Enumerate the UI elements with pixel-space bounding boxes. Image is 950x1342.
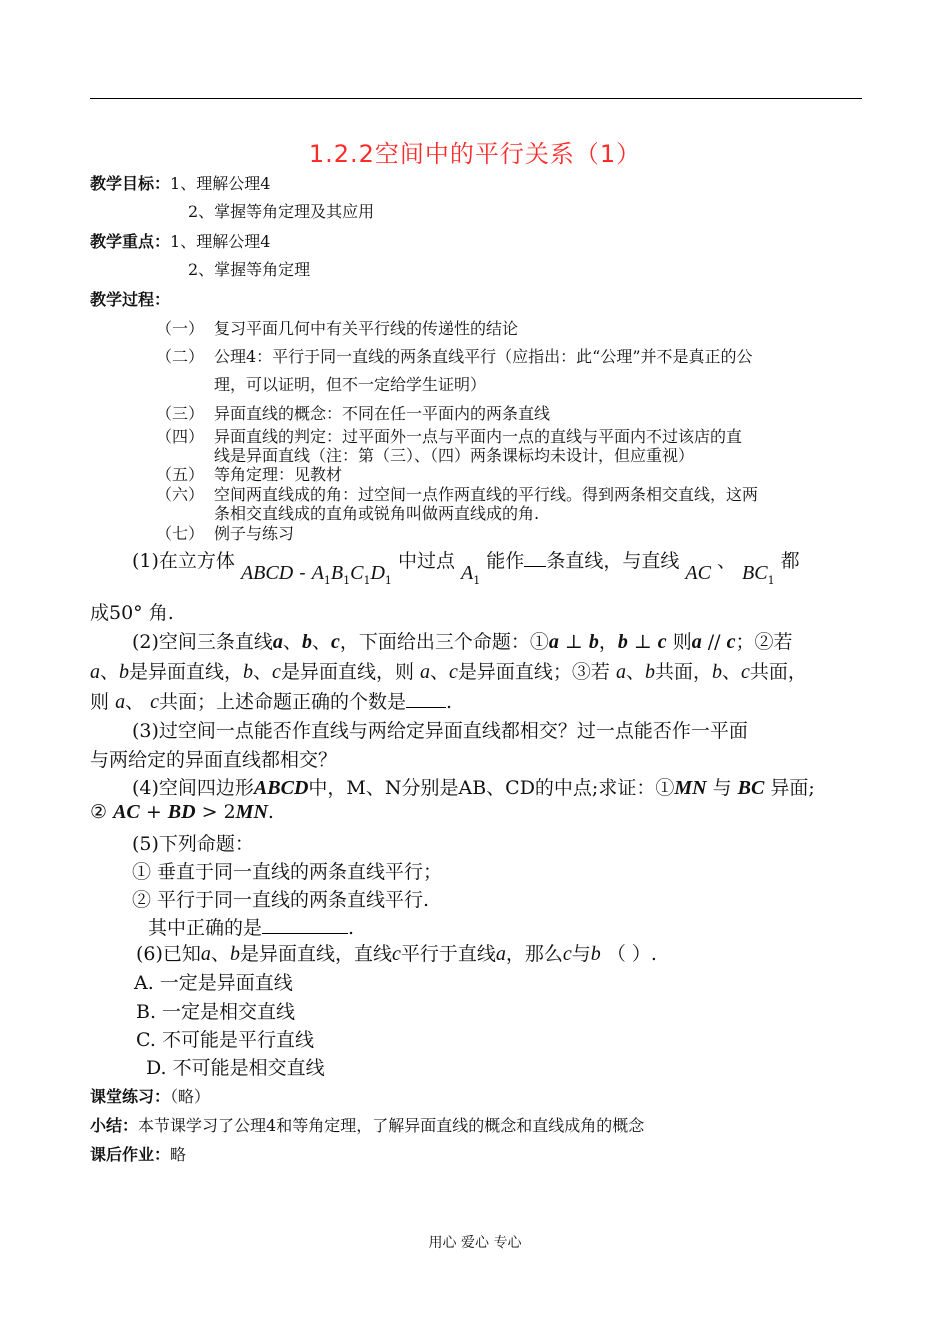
process-item-4-cont: 线是异面直线（注：第（三）、（四）两条课标均未设计，但应重视） (214, 446, 695, 465)
exercise-5-ask: 其中正确的是 . (148, 917, 355, 939)
objective-item: 2、掌握等角定理及其应用 (188, 202, 375, 221)
process-item-6-cont: 条相交直线成的直角或锐角叫做两直线成的角. (214, 504, 540, 523)
option-b: B. 一定是相交直线 (136, 1001, 296, 1023)
key-points-row-1 (90, 229, 270, 252)
homework-label: 课后作业： (90, 1145, 171, 1164)
exercise-2-line-1: (2)空间三条直线a、b、c，下面给出三个命题：①a ⊥ b，b ⊥ c 则a // c；②若 (132, 631, 793, 653)
process-item-2-cont: 理，可以证明，但不一定给学生证明） (214, 375, 487, 394)
exercise-2-line-2: a、b是异面直线，b、c是异面直线，则 a、c是异面直线；③若 a、b共面，b、c共面， (90, 661, 807, 683)
exercise-1-cont: 成50° 角. (90, 602, 174, 624)
exercise-3-line-2: 与两给定的异面直线都相交？ (90, 749, 338, 771)
exercise-5-head: (5)下列命题： (132, 833, 254, 855)
objectives-row-1 (90, 171, 270, 194)
process-item-4: （四） 异面直线的判定：过平面外一点与平面内一点的直线与平面内不过该店的直 (156, 427, 743, 446)
process-item-2: （二） 公理4：平行于同一直线的两条直线平行（应指出：此“公理”并不是真正的公 (156, 347, 753, 366)
key-points-label: 教学重点： (90, 232, 171, 251)
page-title: 1.2.2空间中的平行关系（1） (308, 140, 642, 168)
option-d: D. 不可能是相交直线 (146, 1057, 325, 1079)
answer-blank[interactable] (262, 915, 348, 934)
exercise-3-line-1: (3)过空间一点能否作直线与两给定异面直线都相交？过一点能否作一平面 (132, 720, 748, 742)
page-footer: 用心 爱心 专心 (428, 1235, 522, 1251)
practice-row: 课堂练习：（略） (90, 1087, 211, 1106)
process-item-6: （六） 空间两直线成的角：过空间一点作两直线的平行线。得到两条相交直线，这两 (156, 485, 759, 504)
exercise-4-line-2: ② AC + BD > 2MN. (90, 801, 274, 823)
answer-blank[interactable] (406, 689, 446, 708)
answer-blank[interactable] (524, 548, 546, 567)
homework-row: 课后作业：略 (90, 1145, 187, 1164)
objective-item: 1、理解公理4 (170, 174, 271, 193)
exercise-1: (1)在立方体 ABCD - $A_1B_1C_1D_1$ 中过点 $A_1$ 能作 条直线，与直线 AC 、 $BC_1$ 都 (132, 550, 800, 587)
exercise-6: (6)已知a、b是异面直线，直线c平行于直线a，那么c与b （ ）. (136, 943, 657, 965)
process-item-5: （五） 等角定理：见教材 (156, 465, 343, 484)
exercise-5-item: ① 垂直于同一直线的两条直线平行； (132, 861, 443, 883)
process-item-3: （三） 异面直线的概念：不同在任一平面内的两条直线 (156, 404, 551, 423)
process-label: 教学过程： (90, 290, 171, 309)
option-c: C. 不可能是平行直线 (136, 1029, 314, 1051)
process-item-1: （一） 复习平面几何中有关平行线的传递性的结论 (156, 319, 519, 338)
key-point-item: 2、掌握等角定理 (188, 260, 311, 279)
process-item-7: （七） 例子与练习 (156, 524, 295, 543)
practice-label: 课堂练习： (90, 1087, 171, 1106)
summary-label: 小结： (90, 1116, 139, 1135)
header-rule (90, 98, 862, 99)
objectives-label: 教学目标： (90, 174, 171, 193)
exercise-5-item: ② 平行于同一直线的两条直线平行. (132, 889, 430, 911)
exercise-2-line-3: 则 a、 c共面；上述命题正确的个数是 . (90, 691, 453, 713)
key-point-item: 1、理解公理4 (170, 232, 271, 251)
summary-row: 小结：本节课学习了公理4和等角定理，了解异面直线的概念和直线成角的概念 (90, 1116, 645, 1135)
option-a: A. 一定是异面直线 (134, 972, 293, 994)
exercise-4-line-1: (4)空间四边形ABCD中，M、N分别是AB、CD的中点;求证：①MN 与 BC 异面; (132, 777, 815, 799)
